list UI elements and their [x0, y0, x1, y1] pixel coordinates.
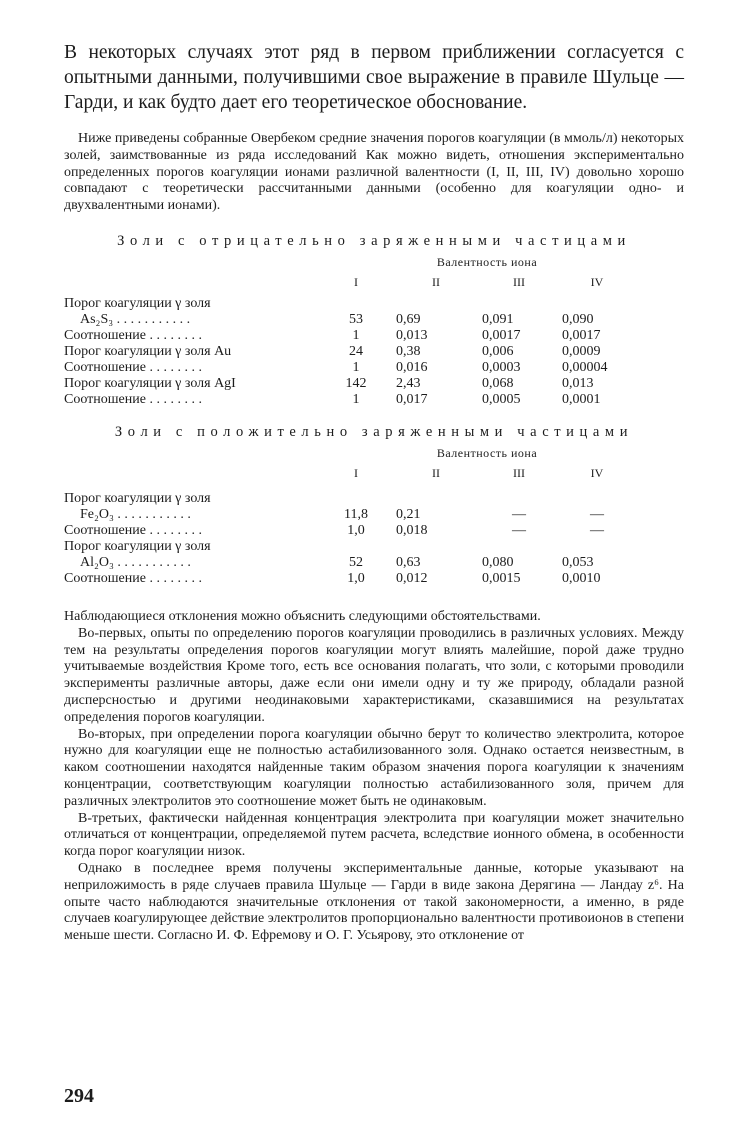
row-label: Порог коагуляции γ золя	[64, 538, 211, 554]
cell: 0,013	[396, 327, 428, 343]
cell: 0,017	[396, 391, 428, 407]
cell: —	[512, 522, 526, 538]
table-row	[64, 523, 632, 539]
cell: 0,016	[396, 359, 428, 375]
row-label: Порог коагуляции γ золя	[64, 490, 211, 506]
row-label: Соотношение . . . . . . . .	[64, 522, 202, 538]
row-label: Порог коагуляции γ золя AgI	[64, 375, 236, 391]
page-number: 294	[64, 1085, 94, 1107]
table-row	[64, 376, 632, 392]
lead-paragraph: В некоторых случаях этот ряд в первом приближении согласуется с опытными данными, получившими свое выражение в правиле Шульце — Гарди, и как будто дает его теоретическое обоснование.	[64, 42, 684, 113]
page-body	[64, 40, 684, 945]
row-label: Соотношение . . . . . . . .	[64, 327, 202, 343]
row-label: Соотношение . . . . . . . .	[64, 391, 202, 407]
cell: —	[512, 506, 526, 522]
cell: 0,0017	[562, 327, 601, 343]
row-label-sub: Fe₂O₃ . . . . . . . . . . .	[80, 506, 191, 522]
cell: 1	[352, 359, 360, 375]
cell: 0,090	[562, 311, 594, 327]
cell: 0,091	[482, 311, 514, 327]
intro-paragraph: Ниже приведены собранные Овербеком средние значения порогов коагуляции (в ммоль/л) некоторых золей, заимствованные из ряда исследований Как можно видеть, отношения экспериментально определенных порогов коагуляции ионами различной валентности (I, II, III, IV) довольно хорошо совпадают с теоретически рассчитанными данными (особенно для коагуляции одно- и двухвалентными ионами).	[64, 131, 684, 214]
cell: 1	[352, 327, 360, 343]
cell: 0,63	[396, 554, 421, 570]
table-negative-title: Золи с отрицательно заряженными частицами	[117, 232, 631, 249]
cell: 0,00004	[562, 359, 608, 375]
cell: —	[590, 506, 604, 522]
col-header: III	[513, 465, 525, 480]
valence-caption: Валентность иона	[436, 254, 538, 269]
table-row	[64, 296, 632, 328]
row-label: Порог коагуляции γ золя Au	[64, 343, 232, 359]
table-row	[64, 328, 632, 344]
cell: 11,8	[344, 506, 368, 522]
cell: —	[590, 522, 604, 538]
cell: 0,053	[562, 554, 594, 570]
cell: 0,0010	[562, 570, 601, 586]
paragraph: Однако в последнее время получены экспериментальные данные, которые указывают на неприложимость в ряде случаев правила Шульце — Гарди в виде закона Дерягина — Ландау z⁶. На опыте часто наблюдаются значительные отклонения от такой закономерности, а именно, в ряде случаев коагулирующее действие электролитов пропорционально валентности противоионов в степени меньше шести. Согласно И. Ф. Ефремову и О. Г. Усьярову, это отклонение от	[64, 860, 684, 944]
cell: 0,21	[396, 506, 421, 522]
table-positive-title: Золи с положительно заряженными частицами	[114, 423, 634, 440]
paragraph: Во-первых, опыты по определению порогов коагуляции проводились в различных условиях. Между тем на результаты определения порогов коагуляции могут влиять малейшие, порой даже трудно учитываемые воздействия Кроме того, есть все основания полагать, что золи, с которыми проводили эксперименты различные авторы, даже если они имели одну и ту же природу, обладали разной дисперсностью и другими неодинаковыми характеристиками, сказавшимися на результатах определения порогов коагуляции.	[64, 625, 684, 725]
table-row	[64, 539, 632, 571]
table-row	[64, 571, 632, 587]
cell: 0,69	[396, 311, 421, 327]
row-label-sub: As₂S₃ . . . . . . . . . . .	[80, 311, 191, 327]
col-header: IV	[590, 274, 604, 289]
table-positive	[64, 445, 632, 587]
col-header: II	[432, 274, 440, 289]
cell: 24	[349, 343, 363, 359]
cell: 52	[349, 554, 363, 570]
table-row	[64, 392, 632, 408]
cell: 0,013	[562, 375, 594, 391]
row-label: Соотношение . . . . . . . .	[64, 359, 202, 375]
cell: 1,0	[347, 522, 365, 538]
table-row	[64, 360, 632, 376]
body-text	[64, 609, 684, 945]
col-header: II	[432, 465, 440, 480]
cell: 0,0003	[482, 359, 521, 375]
cell: 1	[352, 391, 360, 407]
col-header: I	[354, 274, 358, 289]
row-label-sub: Al₂O₃ . . . . . . . . . . .	[80, 554, 191, 570]
cell: 0,0005	[482, 391, 521, 407]
paragraph: Наблюдающиеся отклонения можно объяснить следующими обстоятельствами.	[64, 608, 541, 624]
cell: 0,0017	[482, 327, 521, 343]
valence-caption: Валентность иона	[436, 445, 538, 460]
row-label: Порог коагуляции γ золя	[64, 295, 211, 311]
cell: 0,068	[482, 375, 514, 391]
col-header: IV	[590, 465, 604, 480]
cell: 0,006	[482, 343, 514, 359]
col-header: III	[513, 274, 525, 289]
cell: 0,0001	[562, 391, 601, 407]
cell: 0,018	[396, 522, 428, 538]
cell: 0,0015	[482, 570, 521, 586]
paragraph: В-третьих, фактически найденная концентрация электролита при коагуляции может значительно отличаться от концентрации, определяемой путем расчета, вследствие ионного обмена, в особенности когда порог коагуляции низок.	[64, 810, 684, 860]
cell: 1,0	[347, 570, 365, 586]
cell: 0,38	[396, 343, 421, 359]
cell: 2,43	[396, 375, 421, 391]
cell: 53	[349, 311, 363, 327]
cell: 0,080	[482, 554, 514, 570]
table-row	[64, 491, 632, 523]
row-label: Соотношение . . . . . . . .	[64, 570, 202, 586]
paragraph: Во-вторых, при определении порога коагуляции обычно берут то количество электролита, которое нужно для коагуляции еще не полностью астабилизованного золя. Однако остается неизвестным, в каком соотношении находятся найденные таким образом значения порога коагуляции к значениям концентрации, соответствующим коагуляции полностью астабилизованного золя, причем для различных электролитов это соотношение может быть не одинаковым.	[64, 726, 684, 809]
table-negative	[64, 254, 632, 408]
table-row	[64, 344, 632, 360]
cell: 142	[345, 375, 367, 391]
cell: 0,0009	[562, 343, 601, 359]
cell: 0,012	[396, 570, 428, 586]
col-header: I	[354, 465, 358, 480]
